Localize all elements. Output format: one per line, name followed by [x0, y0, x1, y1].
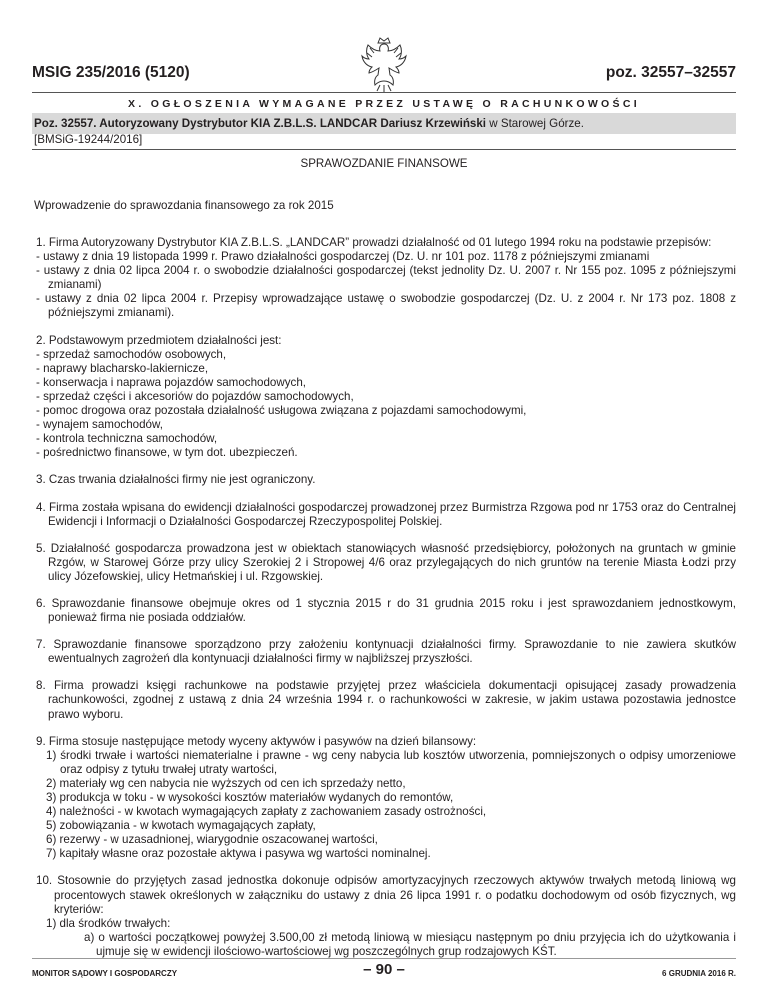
list-item: - wynajem samochodów, — [36, 418, 163, 432]
document-body — [36, 236, 736, 972]
list-item: 6) rezerwy - w uzasadnionej, wiarygodnie oszacowanej wartości, — [46, 833, 378, 847]
footer-rule — [32, 958, 736, 959]
footer-publisher: MONITOR SĄDOWY I GOSPODARCZY — [32, 969, 178, 978]
footer-date: 6 GRUDNIA 2016 R. — [662, 969, 736, 978]
list-item: - ustawy z dnia 02 lipca 2004 r. o swobodzie działalności gospodarczej (tekst jednolity Dz. U. 2007 r. Nr 155 poz. 1095 z późniejszymi zmianami) — [36, 264, 736, 292]
list-item: 5) zobowiązania - w kwotach wymagających zapłaty, — [46, 819, 316, 833]
paragraph-5 — [36, 542, 736, 584]
paragraph-1 — [36, 236, 736, 321]
paragraph-7-text: 7. Sprawozdanie finansowe sporządzono przy założeniu kontynuacji działalności firmy. Sprawozdanie to nie zawiera skutków ewentualnych zagrożeń dla kontynuacji działalności firmy w najbliższej przyszłości. — [36, 638, 736, 666]
paragraph-6-text: 6. Sprawozdanie finansowe obejmuje okres od 1 stycznia 2015 r do 31 grudnia 2015 roku i jest sprawozdaniem jednostkowym, ponieważ firma nie posiada oddziałów. — [36, 596, 736, 625]
list-item: - kontrola techniczna samochodów, — [36, 432, 218, 446]
paragraph-1-text: 1. Firma Autoryzowany Dystrybutor KIA Z.B.L.S. „LANDCAR” prowadzi działalność od 01 lutego 1994 roku na podstawie przepisów: — [36, 236, 712, 249]
list-item: - ustawy z dnia 19 listopada 1999 r. Prawo działalności gospodarczej (Dz. U. nr 101 poz. 1178 z późniejszymi zmianami — [36, 250, 650, 264]
section-heading: X. OGŁOSZENIA WYMAGANE PRZEZ USTAWĘ O RACHUNKOWOŚCI — [128, 98, 640, 110]
paragraph-2-text: 2. Podstawowym przedmiotem działalności jest: — [36, 333, 282, 347]
issue-number: MSIG 235/2016 (5120) — [32, 64, 190, 81]
notice-reference: [BMSiG-19244/2016] — [34, 133, 143, 146]
list-item: 1) dla środków trwałych: — [46, 916, 171, 930]
paragraph-9-text: 9. Firma stosuje następujące metody wyceny aktywów i pasywów na dzień bilansowy: — [36, 734, 477, 748]
paragraph-3-text: 3. Czas trwania działalności firmy nie jest ograniczony. — [36, 473, 316, 487]
paragraph-4 — [36, 501, 736, 529]
paragraph-10-text: 10. Stosownie do przyjętych zasad jednostka dokonuje odpisów amortyzacyjnych rzeczowych aktywów trwałych metodą liniową wg procentowych stawek określonych w załączniku do ustawy z dnia 26 lipca 1991 r. o podatku dochodowym od osób fizycznych, wg kryteriów: — [36, 874, 736, 916]
paragraph-3 — [36, 473, 736, 487]
list-item: - sprzedaż części i akcesoriów do pojazdów samochodowych, — [36, 389, 354, 403]
list-item: 4) należności - w kwotach wymagających zapłaty z zachowaniem zasady ostrożności, — [46, 805, 487, 819]
notice-title — [34, 117, 584, 131]
list-item: - pośrednictwo finansowe, w tym dot. ubezpieczeń. — [36, 446, 298, 460]
header-rule — [32, 92, 736, 93]
list-item: - pomoc drogowa oraz pozostała działalność usługowa związana z pojazdami samochodowymi, — [36, 404, 527, 418]
introduction-line: Wprowadzenie do sprawozdania finansowego za rok 2015 — [34, 199, 334, 212]
list-item: 2) materiały wg cen nabycia nie wyższych od cen ich sprzedaży netto, — [46, 776, 406, 790]
list-item: 1) środki trwałe i wartości niematerialne i prawne - wg ceny nabycia lub kosztów utworzenia, pomniejszonych o odpisy umorzeniowe oraz odpisy z tytułu trwałej utraty wartości, — [46, 748, 736, 776]
paragraph-10 — [36, 874, 736, 959]
list-item: a) o wartości początkowej powyżej 3.500,00 zł metodą liniową w miesiącu następnym po dniu przyjęcia ich do użytkowania i ujmuje się w ewidencji ilościowo-wartościowej wg poszczególnych grup rodzajowych KŚT. — [84, 930, 736, 958]
list-item: - ustawy z dnia 02 lipca 2004 r. Przepisy wprowadzające ustawę o swobodzie gospodarczej (Dz. U. z 2004 r. Nr 173 poz. 1808 z późniejszymi zmianami). — [36, 292, 736, 320]
paragraph-5-text: 5. Działalność gospodarcza prowadzona jest w obiektach stanowiących własność przedsiębiorcy, położonych na gruntach w gminie Rzgów, w Starowej Górze przy ulicy Szerokiej 2 i Stropowej 4/6 oraz przylegających do nich gruntów na terenie Miasta Łodzi przy ulicy Józefowskiej, ulicy Hetmańskiej i ul. Rzgowskiej. — [36, 541, 736, 583]
list-item: 7) kapitały własne oraz pozostałe aktywa i pasywa wg wartości nominalnej. — [46, 847, 431, 861]
eagle-emblem-icon — [360, 35, 408, 93]
paragraph-7 — [36, 638, 736, 666]
document-title: SPRAWOZDANIE FINANSOWE — [300, 157, 468, 170]
position-range: poz. 32557–32557 — [605, 64, 736, 81]
page-number: – 90 – — [363, 961, 405, 978]
paragraph-8-text: 8. Firma prowadzi księgi rachunkowe na podstawie przyjętej przez właściciela dokumentacji opisującej zasady prowadzenia rachunkowości, zgodnej z ustawą z dnia 24 września 1994 r. o rachunkowości w zakresie, w jakim ustawa pozostawia jednostce prawo wyboru. — [36, 679, 736, 721]
paragraph-2 — [36, 334, 736, 461]
notice-title-rest: w Starowej Górze. — [486, 117, 584, 130]
notice-rule — [32, 149, 736, 150]
list-item: - sprzedaż samochodów osobowych, — [36, 347, 227, 361]
paragraph-8 — [36, 679, 736, 721]
notice-title-bold: Poz. 32557. Autoryzowany Dystrybutor KIA Z.B.L.S. LANDCAR Dariusz Krzewiński — [34, 117, 487, 130]
list-item: 3) produkcja w toku - w wysokości kosztów materiałów wydanych do remontów, — [46, 791, 454, 804]
paragraph-9 — [36, 735, 736, 862]
list-item: - konserwacja i naprawa pojazdów samochodowych, — [36, 375, 307, 389]
paragraph-4-text: 4. Firma została wpisana do ewidencji działalności gospodarczej prowadzonej przez Burmistrza Rzgowa pod nr 1753 oraz do Centralnej Ewidencji i Informacji o Działalności Gospodarczej Rzeczypospolitej Polskiej. — [36, 500, 736, 528]
paragraph-6 — [36, 597, 736, 625]
list-item: - naprawy blacharsko-lakiernicze, — [36, 361, 209, 375]
